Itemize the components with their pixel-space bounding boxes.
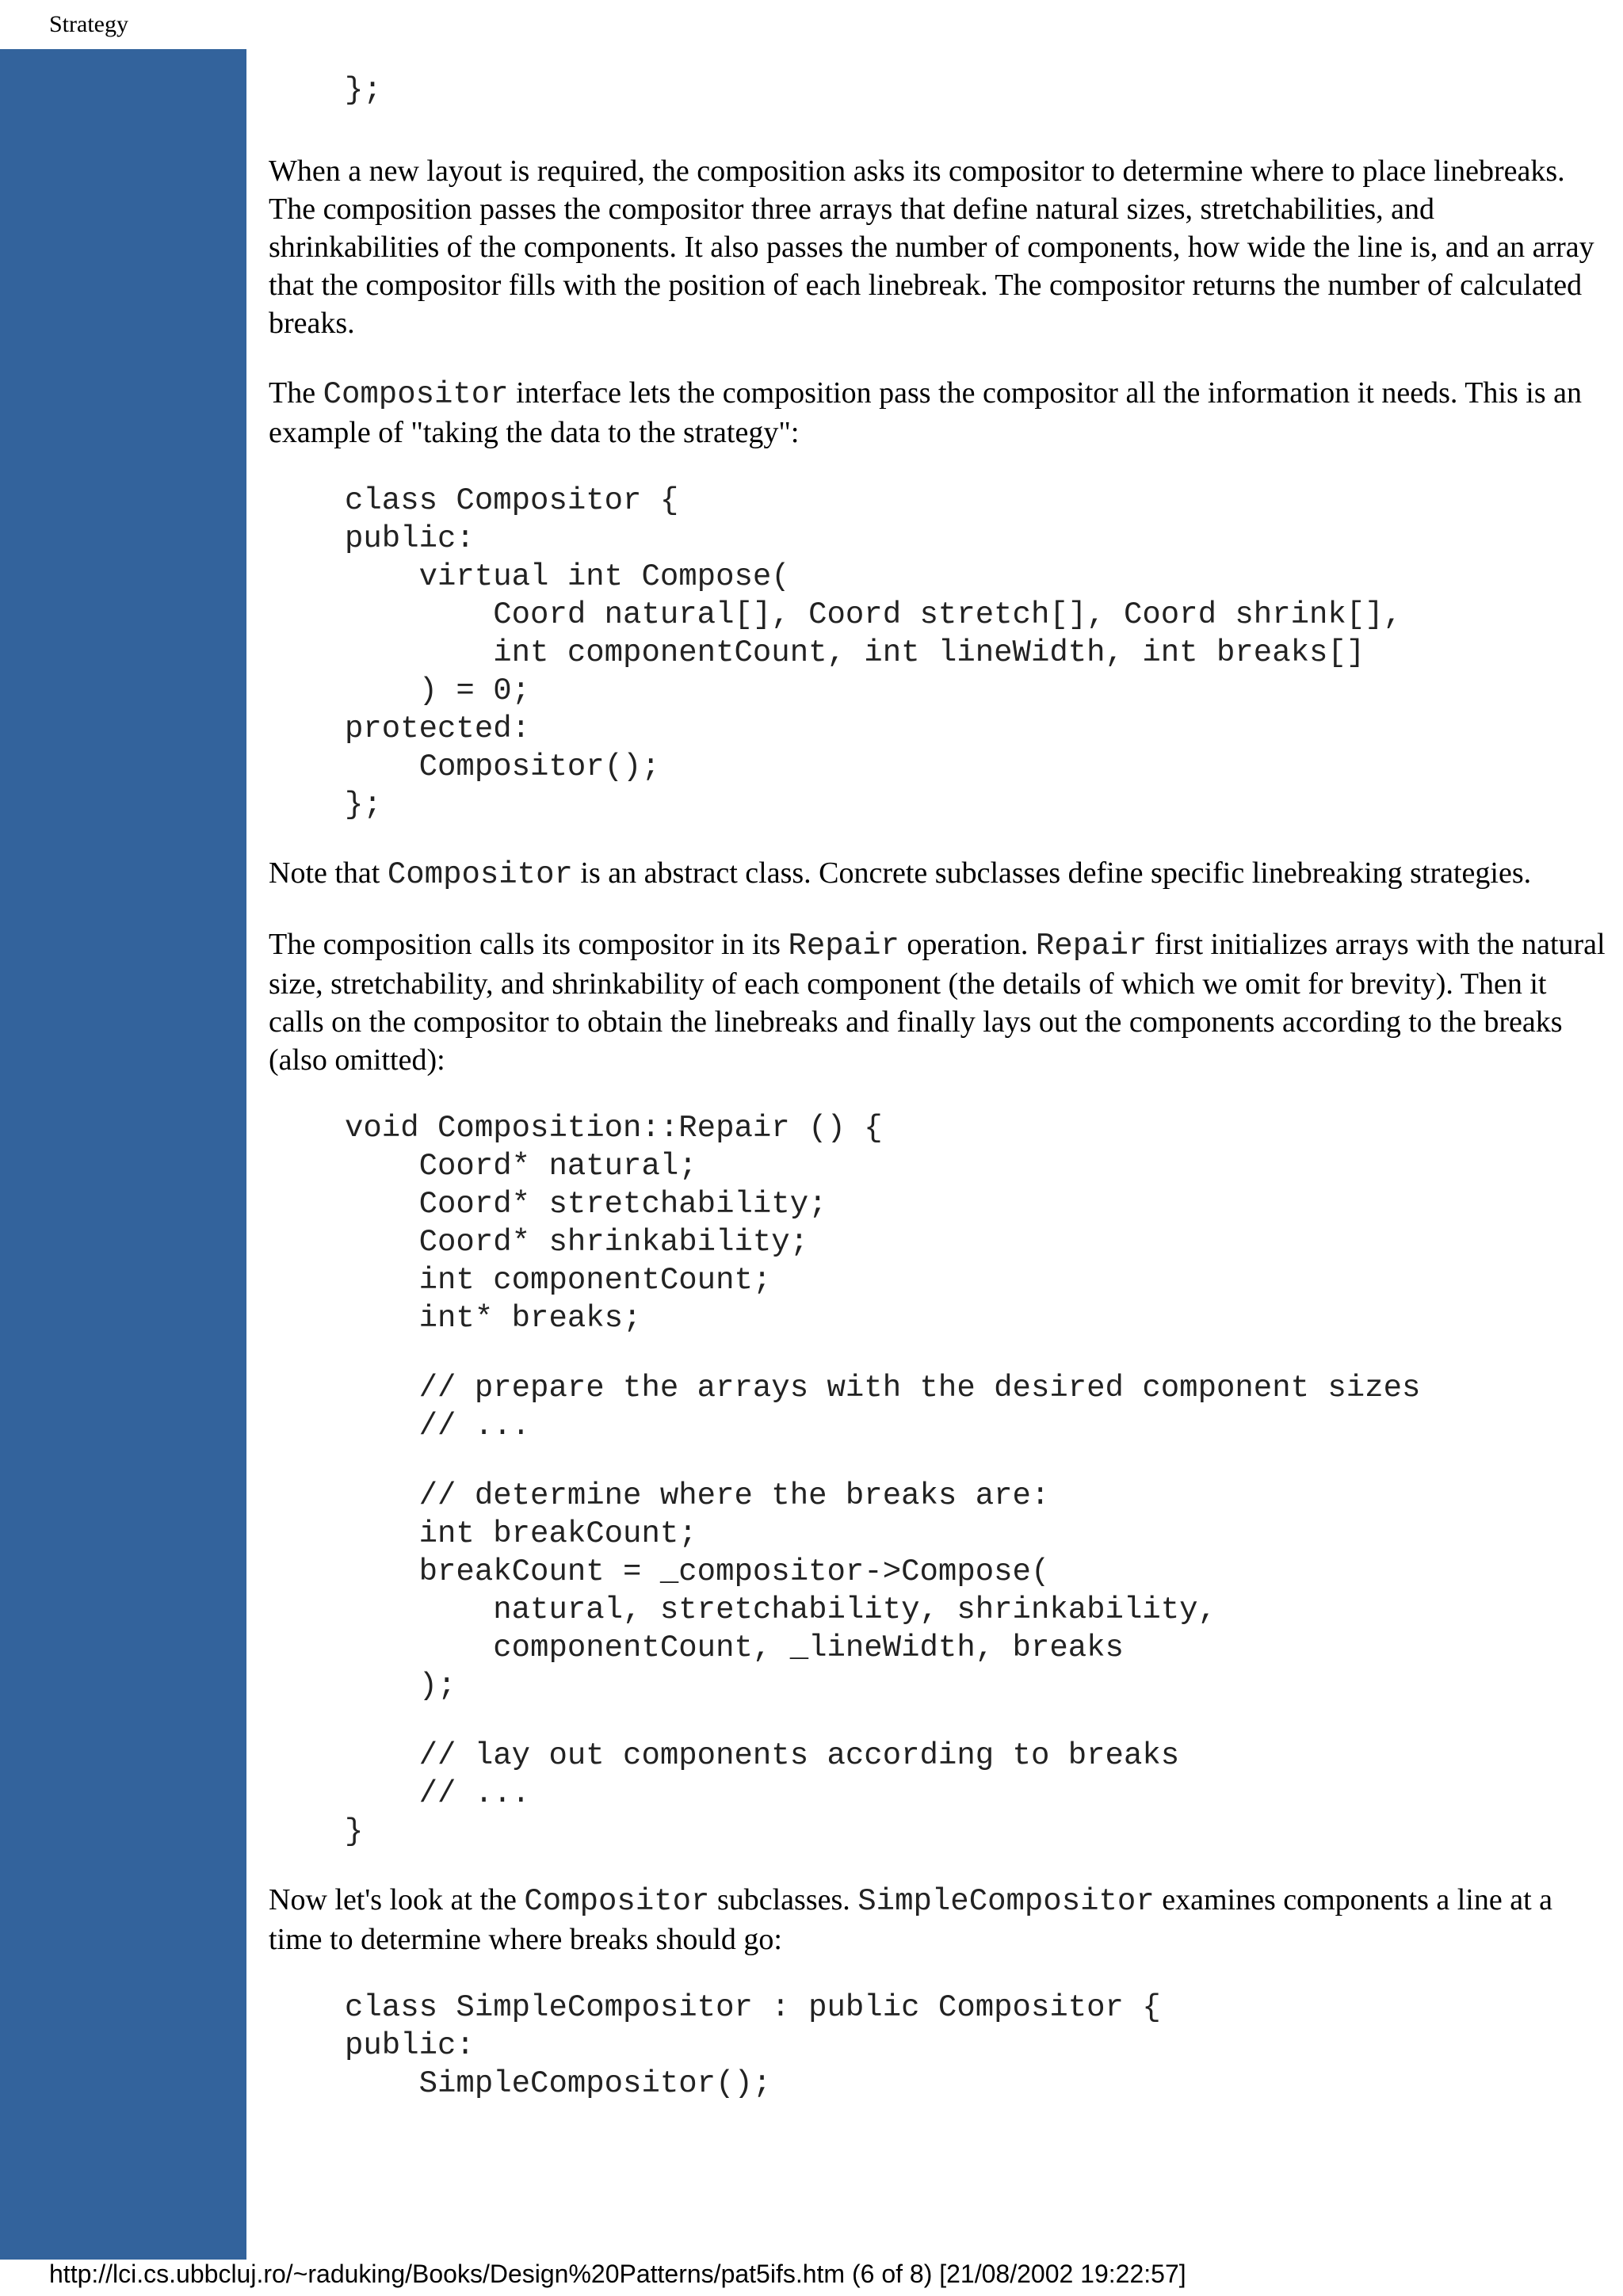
inline-code-repair: Repair — [1035, 929, 1148, 963]
inline-code-repair: Repair — [788, 929, 899, 963]
code-block-simple-compositor: class SimpleCompositor : public Compositor { public: SimpleCompositor(); — [345, 1990, 1161, 2101]
paragraph-abstract-class-note — [269, 854, 1608, 894]
code-block-repair-declarations: void Composition::Repair () { Coord* natural; Coord* stretchability; Coord* shrinkability; int componentCount; int* breaks; — [345, 1111, 883, 1336]
paragraph-text: examines components a line at a time to determine where breaks should go: — [269, 1883, 1553, 1956]
paragraph-text: interface lets the composition pass the compositor all the information it needs. This is an example of "taking the data to the strategy": — [269, 376, 1582, 449]
paragraph-text: operation. — [899, 928, 1036, 961]
paragraph-text: is an abstract class. Concrete subclasses define specific linebreaking strategies. — [572, 856, 1532, 890]
paragraph-text: The composition calls its compositor in its — [269, 928, 789, 961]
code-block-repair-prepare: // prepare the arrays with the desired component sizes // ... — [418, 1371, 1421, 1444]
page-header-title: Strategy — [49, 11, 128, 37]
paragraph-text: The — [269, 376, 323, 410]
paragraph-compositor-subclasses — [269, 1881, 1608, 1958]
paragraph-layout-explanation: When a new layout is required, the composition asks its compositor to determine where to place linebreaks. The composition passes the compositor three arrays that define natural sizes, stretchabilities, and shrinkabilities of the components. It also passes the number of components, how wide the line is, and an array that the compositor fills with the position of each linebreak. The compositor returns the number of calculated breaks. — [269, 154, 1594, 340]
paragraph-repair-operation — [269, 925, 1608, 1079]
paragraph-text: first initializes arrays with the natural size, stretchability, and shrinkability of each component (the details of which we omit for brevity). Then it calls on the compositor to obtain the linebreaks and finally lays out the components according to the breaks (also omitted): — [269, 928, 1606, 1077]
code-block-repair-compose: // determine where the breaks are: int breakCount; breakCount = _compositor->Compose( natural, stretchability, shrinkability, componentCount, _lineWidth, breaks ); — [418, 1478, 1216, 1703]
code-block-tail: }; — [345, 73, 382, 108]
inline-code-compositor: Compositor — [323, 377, 509, 412]
code-block-repair-layout: // lay out components according to breaks // ... } — [345, 1738, 1180, 1849]
code-block-compositor-class: class Compositor { public: virtual int Compose( Coord natural[], Coord stretch[], Coord shrink[], int componentCount, int lineWidth, int breaks[] ) = 0; protected: Compositor(); }; — [345, 483, 1403, 822]
paragraph-compositor-interface — [269, 374, 1608, 452]
paragraph-text: subclasses. — [709, 1883, 858, 1917]
inline-code-compositor: Compositor — [524, 1884, 710, 1919]
inline-code-simple-compositor: SimpleCompositor — [857, 1884, 1155, 1919]
document-body — [269, 71, 1608, 2103]
paragraph-text: Note that — [269, 856, 388, 890]
inline-code-compositor: Compositor — [387, 857, 573, 892]
sidebar-panel — [0, 49, 246, 2260]
footer-source-url: http://lci.cs.ubbcluj.ro/~raduking/Books/Design%20Patterns/pat5ifs.htm (6 of 8) [21/08/2002 19:22:57] — [49, 2260, 1186, 2288]
paragraph-text: Now let's look at the — [269, 1883, 525, 1917]
